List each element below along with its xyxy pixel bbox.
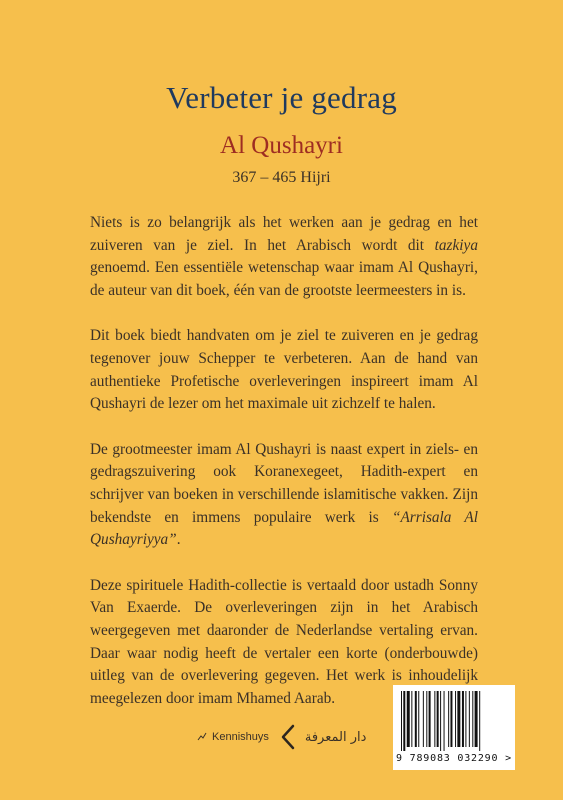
barcode-bar xyxy=(469,691,470,747)
barcode-bar xyxy=(479,691,480,751)
barcode-bar xyxy=(429,691,431,747)
isbn-number: 9 789083 032290 > xyxy=(396,753,512,764)
barcode-bar xyxy=(472,691,473,747)
blurb-paragraph-3: De grootmeester imam Al Qushayri is naast expert in ziels- en gedragszuivering ook Koranexegeet, Hadith-expert en schrijver van boeken in verschillende islamitische vakken. Zijn bekendste en immens populaire werk is “Arrisala Al Qushayriyya”. xyxy=(90,440,478,549)
publisher-logo-icon xyxy=(196,731,210,743)
blurb-paragraph-4: Deze spirituele Hadith-collectie is vertaald door ustadh Sonny Van Exaerde. De overleveringen zijn in het Arabisch weergegeven met daaronder de Nederlandse vertaling ervan. Daar waar nodig heeft de vertaler een korte (onderbouwde) uitleg van de overlevering gegeven. Het werk is inhoudelijk meegelezen door imam Mhamed Aarab. xyxy=(90,576,478,707)
barcode-bar xyxy=(457,691,460,747)
blurb xyxy=(90,212,478,733)
isbn-barcode xyxy=(393,685,515,770)
publisher-name: Kennishuys xyxy=(212,731,269,743)
barcode-bar xyxy=(407,691,410,747)
barcode-bar xyxy=(450,691,452,747)
barcode-bar xyxy=(455,691,456,747)
blurb-paragraph-2: Dit boek biedt handvaten om je ziel te zuiveren en je gedrag tegenover jouw Schepper te verbeteren. Aan de hand van authentieke Profetische overleveringen inspireert imam Al Qushayri de lezer om het maximale uit zichzelf te halen. xyxy=(90,327,478,413)
work-title: “Arrisala Al Qushayriyya” xyxy=(90,508,478,549)
publisher-footer xyxy=(196,722,366,752)
barcode-bar xyxy=(448,691,449,747)
barcode-bar xyxy=(423,691,424,747)
barcode-bar xyxy=(418,691,419,747)
barcode-bar xyxy=(401,691,402,751)
barcode-bar xyxy=(444,691,445,751)
book-title: Verbeter je gedrag xyxy=(166,80,397,115)
barcode-bar xyxy=(403,691,405,751)
barcode-bar xyxy=(434,691,435,747)
barcode-bar xyxy=(415,691,417,747)
chevron-left-icon xyxy=(279,724,297,750)
barcode-bar xyxy=(426,691,427,747)
barcode-bar xyxy=(465,691,466,747)
barcode-bar xyxy=(411,691,412,747)
barcode-bar xyxy=(437,691,439,747)
barcode-bar xyxy=(475,691,478,747)
barcode-bar xyxy=(440,691,441,751)
blurb-paragraph-1: Niets is zo belangrijk als het werken aan je gedrag en het zuiveren van je ziel. In het Arabisch wordt dit tazkiya genoemd. Een essentiële wetenschap waar imam Al Qushayri, de auteur van dit boek, één van de grootste leermeesters in is. xyxy=(90,214,478,299)
publisher-arabic-name: دار المعرفة xyxy=(304,729,367,745)
term-tazkiya: tazkiya xyxy=(434,236,478,254)
barcode-bar xyxy=(462,691,464,747)
author-name: Al Qushayri xyxy=(220,132,343,159)
author-dates: 367 – 465 Hijri xyxy=(232,169,331,186)
barcode-bars xyxy=(399,691,509,751)
